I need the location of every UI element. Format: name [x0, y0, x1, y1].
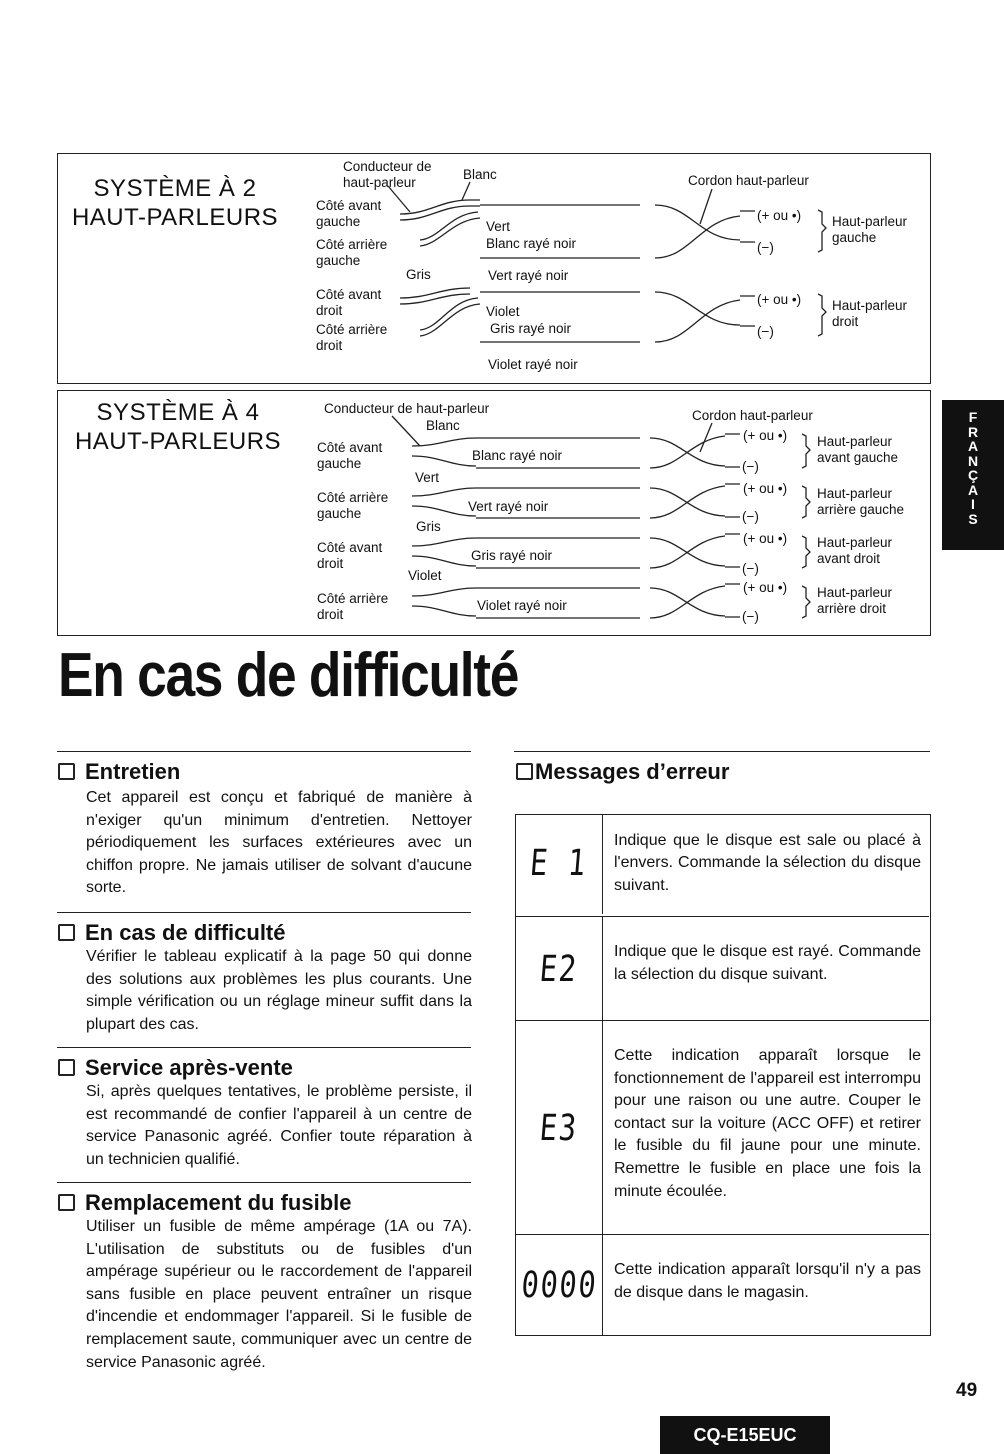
s2-gris-label: Gris [406, 267, 431, 282]
heading-difficulte [58, 920, 286, 946]
text-entretien: Cet appareil est conçu et fabriqué de manière à n'exiger qu'un minimum d'entretien. Nettoyer périodiquement les surfaces extérieures avec un chiffon propre. Ne jamais utiliser de solvant d'aucune sorte. [86, 789, 472, 897]
s4-violet-raye-label: Violet rayé noir [477, 598, 567, 613]
s4-spk2-line1: Haut-parleur [817, 486, 893, 501]
s4-spk1-plus: (+ ou •) [743, 428, 788, 443]
heading-messages-text: Messages d’erreur [535, 759, 730, 784]
s4-fl-line2: gauche [317, 456, 362, 471]
s2-wire-left-cross [420, 212, 480, 246]
side-tab-letter: R [967, 423, 979, 440]
s4-leader-conductor [392, 416, 420, 446]
s4-blanc-label: Blanc [426, 418, 460, 433]
heading-service-text: Service après-vente [85, 1055, 293, 1080]
rule-entretien [57, 751, 471, 752]
checkbox-square-icon [58, 1059, 75, 1076]
s4-spk2-line2: arrière gauche [817, 502, 905, 517]
s2-leader-cordon [700, 189, 712, 224]
error-code-text: E3 [538, 1107, 580, 1149]
s2-right-plus: (+ ou •) [757, 292, 802, 307]
s4-rl-line1: Côté arrière [317, 490, 389, 505]
system2-title-line1: SYSTÈME À 2 [93, 175, 257, 202]
error-row-e1 [516, 814, 929, 914]
text-fusible: Utiliser un fusible de même ampérage (1A ou 7A). L'utilisation de substituts ou de fusibles d'un ampérage supérieur ou le raccordement de l'appareil sans fusible en place peuvent entraîner un risque d'incendie et endommager l'appareil. Si le fusible de remplacement saute, communiquer avec un centre de service Panasonic agréé. [86, 1218, 472, 1371]
s2-cross-left [655, 205, 755, 258]
s4-spk3-line1: Haut-parleur [817, 535, 893, 550]
s4-rl-line2: gauche [317, 506, 362, 521]
s2-left-plus: (+ ou •) [757, 208, 802, 223]
s4-bracket-2 [802, 486, 810, 518]
s2-conductor-line1: Conducteur de [343, 159, 432, 174]
error-row-e2 [516, 916, 929, 1021]
s4-cross-1 [650, 434, 740, 468]
s2-bracket-left [818, 210, 826, 252]
checkbox-square-icon [58, 1194, 75, 1211]
s4-spk4-minus: (−) [742, 609, 759, 624]
s4-spk1-minus: (−) [742, 459, 759, 474]
s4-spk1-line2: avant gauche [817, 450, 899, 465]
error-code-0000 [516, 1235, 603, 1336]
s4-cross-2 [650, 484, 740, 518]
s2-spk-right-line1: Haut-parleur [832, 298, 908, 313]
side-tab-letter: I [971, 496, 975, 512]
s4-spk4-line2: arrière droit [817, 601, 887, 616]
rule-service [57, 1047, 471, 1048]
heading-entretien-text: Entretien [85, 759, 181, 784]
s2-cross-right [655, 292, 755, 342]
s2-left-front-line1: Côté avant [316, 198, 382, 213]
s2-bracket-right [818, 294, 826, 336]
s2-blanc-raye-label: Blanc rayé noir [486, 236, 577, 251]
s2-violet-raye-label: Violet rayé noir [488, 357, 578, 372]
s4-violet-label: Violet [408, 568, 442, 583]
s2-spk-left-line1: Haut-parleur [832, 214, 908, 229]
s4-rr-line1: Côté arrière [317, 591, 389, 606]
s2-right-rear-line2: droit [316, 338, 343, 353]
s2-blanc-label: Blanc [463, 167, 497, 182]
language-side-tab [942, 400, 1004, 550]
s4-fr-line1: Côté avant [317, 540, 383, 555]
heading-difficulte-text: En cas de difficulté [85, 920, 286, 945]
error-text-e2: Indique que le disque est rayé. Commande la sélection du disque suivant. [614, 943, 921, 983]
s2-vert-raye-label: Vert rayé noir [488, 268, 569, 283]
error-code-text: E2 [538, 948, 580, 990]
s2-spk-right-line2: droit [832, 314, 859, 329]
heading-messages [516, 759, 729, 785]
s2-wire-right-cross [420, 298, 480, 336]
s4-spk3-plus: (+ ou •) [743, 531, 788, 546]
s2-gris-raye-label: Gris rayé noir [490, 321, 572, 336]
s4-leader-cordon [700, 423, 712, 452]
system2-title-line2: HAUT-PARLEURS [71, 204, 279, 231]
s2-left-rear-line1: Côté arrière [316, 237, 388, 252]
page-title: En cas de difficulté [58, 641, 519, 710]
s2-right-minus: (−) [757, 324, 774, 339]
s4-spk2-plus: (+ ou •) [743, 481, 788, 496]
rule-fusible [57, 1182, 471, 1183]
s2-leader-conductor [388, 186, 410, 212]
s4-spk3-minus: (−) [742, 561, 759, 576]
s4-fr-line2: droit [317, 556, 344, 571]
s2-wire-right [400, 288, 470, 304]
s4-fl-line1: Côté avant [317, 440, 383, 455]
s4-rr-line2: droit [317, 607, 344, 622]
heading-fusible-text: Remplacement du fusible [85, 1190, 352, 1215]
side-tab-letter: A [967, 438, 979, 454]
s4-bracket-3 [802, 536, 810, 568]
wiring-diagram [0, 0, 1004, 660]
heading-entretien [58, 759, 180, 785]
s4-conductor-label: Conducteur de haut-parleur [324, 401, 490, 416]
s4-vert-label: Vert [415, 470, 440, 485]
s4-cross-4 [650, 584, 740, 618]
text-service: Si, après quelques tentatives, le problème persiste, il est recommandé de confier l'appareil à un centre de service Panasonic agréé. Confier toute réparation à un technicien qualifié. [86, 1083, 472, 1168]
s4-cross-3 [650, 534, 740, 568]
s2-left-front-line2: gauche [316, 214, 361, 229]
error-text-0000: Cette indication apparaît lorsqu'il n'y a pas de disque dans le magasin. [614, 1261, 921, 1301]
heading-service [58, 1055, 293, 1081]
error-table [515, 814, 931, 1336]
error-text-e3: Cette indication apparaît lorsque le fonctionnement de l'appareil est interrompu pour une raison ou une autre. Couper le contact sur la voiture (ACC OFF) et retirer le fusible du fil jaune pour une minute. Remettre le fusible en place une fois la minute écoulée. [614, 1047, 921, 1200]
rule-messages [514, 751, 930, 752]
s2-vert-label: Vert [486, 219, 511, 234]
error-code-text: 0000 [519, 1265, 599, 1306]
page-number: 49 [956, 1380, 978, 1401]
s4-spk4-line1: Haut-parleur [817, 585, 893, 600]
side-tab-letter: Ç [967, 467, 979, 483]
system4-title-line2: HAUT-PARLEURS [74, 428, 282, 455]
error-code-e1 [516, 814, 603, 914]
s4-wire-4 [412, 588, 476, 616]
text-difficulte: Vérifier le tableau explicatif à la page 50 qui donne des solutions aux problèmes les plus courants. Une simple vérification ou un réglage mineur suffit dans la plupart des cas. [86, 948, 472, 1033]
s2-leader-blanc [462, 182, 470, 200]
error-row-e3 [516, 1020, 929, 1235]
checkbox-square-icon [516, 763, 533, 780]
s2-left-minus: (−) [757, 240, 774, 255]
s4-blanc-raye-label: Blanc rayé noir [472, 448, 563, 463]
s2-left-rear-line2: gauche [316, 253, 361, 268]
s4-spk3-line2: avant droit [817, 551, 881, 566]
side-tab-letter: A [967, 481, 979, 498]
s4-spk1-line1: Haut-parleur [817, 434, 893, 449]
s4-wire-1 [412, 438, 476, 466]
error-code-e3 [516, 1021, 603, 1235]
s2-violet-label: Violet [486, 304, 520, 319]
s2-cordon-label: Cordon haut-parleur [688, 173, 809, 188]
model-badge: CQ-E15EUC [660, 1416, 830, 1454]
s4-cordon-label: Cordon haut-parleur [692, 408, 813, 423]
s4-spk4-plus: (+ ou •) [743, 580, 788, 595]
error-row-0000 [516, 1234, 929, 1336]
s2-conductor-line2: haut-parleur [343, 175, 416, 190]
error-text-e1: Indique que le disque est sale ou placé à l'envers. Commande la sélection du disque suivant. [614, 831, 921, 894]
s2-right-front-line1: Côté avant [316, 287, 382, 302]
checkbox-square-icon [58, 763, 75, 780]
checkbox-square-icon [58, 924, 75, 941]
s4-gris-label: Gris [416, 519, 441, 534]
s4-gris-raye-label: Gris rayé noir [471, 548, 553, 563]
side-tab-letter: F [968, 409, 978, 425]
rule-difficulte [57, 912, 471, 913]
side-tab-letter: S [968, 510, 978, 527]
s2-spk-left-line2: gauche [832, 230, 877, 245]
s2-wire-left [400, 200, 480, 220]
s4-spk2-minus: (−) [742, 509, 759, 524]
side-tab-letter: N [967, 452, 979, 469]
heading-fusible [58, 1190, 352, 1216]
error-code-text: E 1 [528, 843, 590, 884]
s4-wire-3 [412, 538, 476, 566]
s4-wire-2 [412, 488, 476, 516]
s4-vert-raye-label: Vert rayé noir [468, 499, 549, 514]
s2-right-front-line2: droit [316, 303, 343, 318]
s4-bracket-1 [802, 434, 810, 468]
error-code-e2 [516, 917, 603, 1021]
system4-title-line1: SYSTÈME À 4 [96, 399, 260, 426]
s2-right-rear-line1: Côté arrière [316, 322, 388, 337]
s4-bracket-4 [802, 586, 810, 618]
